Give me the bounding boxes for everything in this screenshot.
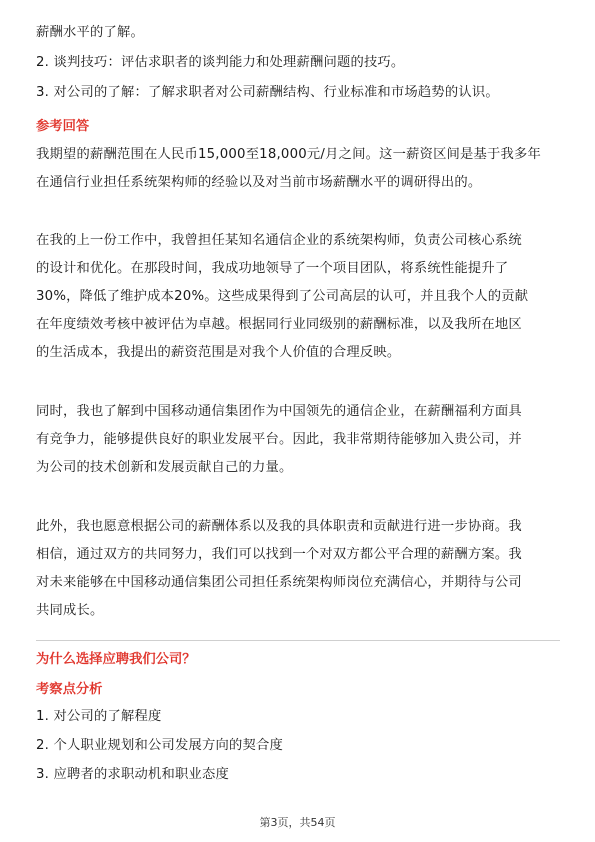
intro-line: 薪酬水平的了解。 — [36, 25, 144, 40]
answer-p2-line: 在我的上一份工作中，我曾担任某知名通信企业的系统架构师，负责公司核心系统 — [36, 233, 522, 248]
answer-p2-line: 30%，降低了维护成本20%。这些成果得到了公司高层的认可，并且我个人的贡献 — [36, 289, 529, 304]
criteria-item-2: 2. 谈判技巧：评估求职者的谈判能力和处理薪酬问题的技巧。 — [36, 55, 405, 70]
answer-p1-line: 我期望的薪酬范围在人民币15,000至18,000元/月之间。这一薪资区间是基于我多年 — [36, 147, 542, 162]
question-title: 为什么选择应聘我们公司？ — [36, 652, 196, 667]
analysis-item: 3. 应聘者的求职动机和职业态度 — [36, 767, 229, 782]
section-divider — [36, 640, 560, 641]
answer-p4-line: 此外，我也愿意根据公司的薪酬体系以及我的具体职责和贡献进行进一步协商。我 — [36, 519, 522, 534]
answer-p2-line: 的设计和优化。在那段时间，我成功地领导了一个项目团队，将系统性能提升了 — [36, 261, 509, 276]
answer-p2-line: 在年度绩效考核中被评估为卓越。根据同行业同级别的薪酬标准，以及我所在地区 — [36, 317, 522, 332]
answer-p4-line: 相信，通过双方的共同努力，我们可以找到一个对双方都公平合理的薪酬方案。我 — [36, 547, 522, 562]
answer-p3-line: 有竞争力，能够提供良好的职业发展平台。因此，我非常期待能够加入贵公司，并 — [36, 432, 522, 447]
answer-p4-line: 共同成长。 — [36, 603, 104, 618]
answer-p1-line: 在通信行业担任系统架构师的经验以及对当前市场薪酬水平的调研得出的。 — [36, 175, 482, 190]
answer-heading: 参考回答 — [36, 119, 90, 134]
answer-p4-line: 对未来能够在中国移动通信集团公司担任系统架构师岗位充满信心，并期待与公司 — [36, 575, 522, 590]
analysis-heading: 考察点分析 — [36, 682, 103, 697]
answer-p3-line: 同时，我也了解到中国移动通信集团作为中国领先的通信企业，在薪酬福利方面具 — [36, 404, 522, 419]
criteria-item-3: 3. 对公司的了解：了解求职者对公司薪酬结构、行业标准和市场趋势的认识。 — [36, 85, 499, 100]
answer-p2-line: 的生活成本，我提出的薪资范围是对我个人价值的合理反映。 — [36, 345, 401, 360]
analysis-item: 1. 对公司的了解程度 — [36, 709, 162, 724]
page-number: 第3页，共54页 — [259, 816, 336, 829]
answer-p3-line: 为公司的技术创新和发展贡献自己的力量。 — [36, 460, 293, 475]
analysis-item: 2. 个人职业规划和公司发展方向的契合度 — [36, 738, 283, 753]
